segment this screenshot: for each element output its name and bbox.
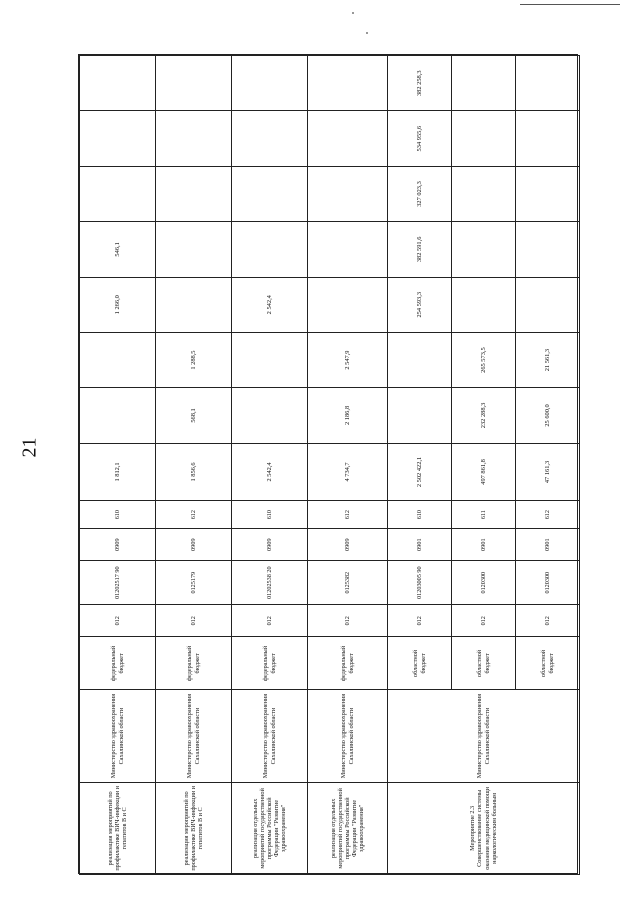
table-row — [80, 56, 156, 875]
cell-y2014: 2 186,8 — [308, 388, 388, 443]
cell-vr: 612 — [516, 501, 580, 529]
cell-y2020 — [80, 56, 156, 111]
cell-source: федеральный бюджет — [80, 637, 156, 690]
cell-y2019 — [516, 111, 580, 166]
cell-y2020: 382 258,3 — [388, 56, 452, 111]
cell-y2019 — [308, 111, 388, 166]
cell-y2014: 232 288,3 — [452, 388, 516, 443]
page-number: 21 — [18, 437, 41, 458]
cell-total: 47 161,3 — [516, 443, 580, 501]
cell-grbs: 012 — [516, 605, 580, 637]
cell-vr: 612 — [308, 501, 388, 529]
cell-y2014: 25 600,0 — [516, 388, 580, 443]
cell-csr: 0125382 — [308, 561, 388, 605]
cell-rz: 0901 — [388, 528, 452, 560]
cell-executor: Министерство здравоохранения Сахалинской области — [232, 690, 308, 782]
cell-y2016 — [452, 277, 516, 332]
cell-executor: Министерство здравоохранения Сахалинской области — [308, 690, 388, 782]
cell-total: 2 502 422,1 — [388, 443, 452, 501]
cell-name: Мероприятие 2.3 Совершенствование системы оказания медицинской помощи наркологическим больным — [388, 782, 580, 874]
scan-line-top-right — [520, 4, 620, 5]
budget-table — [79, 55, 580, 875]
cell-y2019 — [232, 111, 308, 166]
cell-csr: 01202538 20 — [232, 561, 308, 605]
table-row — [232, 56, 308, 875]
cell-y2017 — [232, 222, 308, 277]
cell-y2017 — [452, 222, 516, 277]
cell-rz: 0909 — [308, 528, 388, 560]
cell-executor: Министерство здравоохранения Сахалинской области — [388, 690, 580, 782]
cell-source: федеральный бюджет — [156, 637, 232, 690]
cell-vr: 611 — [452, 501, 516, 529]
cell-y2018 — [516, 166, 580, 221]
cell-y2014 — [80, 388, 156, 443]
cell-y2018 — [308, 166, 388, 221]
cell-y2016: 254 593,3 — [388, 277, 452, 332]
table-row — [156, 56, 232, 875]
cell-rz: 0901 — [516, 528, 580, 560]
cell-y2017: 382 591,6 — [388, 222, 452, 277]
cell-y2015: 2 547,9 — [308, 332, 388, 387]
cell-csr: 0125179 — [156, 561, 232, 605]
cell-y2020 — [156, 56, 232, 111]
cell-csr: 01202517 90 — [80, 561, 156, 605]
table-row — [308, 56, 388, 875]
cell-executor: Министерство здравоохранения Сахалинской области — [156, 690, 232, 782]
cell-y2015 — [388, 332, 452, 387]
cell-grbs: 012 — [452, 605, 516, 637]
cell-vr: 610 — [388, 501, 452, 529]
cell-y2015: 1 288,5 — [156, 332, 232, 387]
cell-y2020 — [308, 56, 388, 111]
cell-grbs: 012 — [156, 605, 232, 637]
cell-total: 4 734,7 — [308, 443, 388, 501]
cell-y2016 — [156, 277, 232, 332]
cell-source: федеральный бюджет — [308, 637, 388, 690]
cell-y2014 — [232, 388, 308, 443]
cell-y2017 — [516, 222, 580, 277]
cell-name: реализация отдельных мероприятий государственной программы Российской Федерации "Развитие здравоохранения" — [232, 782, 308, 874]
cell-y2020 — [516, 56, 580, 111]
cell-source: областной бюджет — [452, 637, 516, 690]
cell-source: областной бюджет — [516, 637, 580, 690]
cell-y2019: 534 955,6 — [388, 111, 452, 166]
cell-y2018 — [452, 166, 516, 221]
cell-y2018: 327 023,3 — [388, 166, 452, 221]
cell-y2019 — [452, 111, 516, 166]
cell-rz: 0909 — [232, 528, 308, 560]
cell-total: 497 861,8 — [452, 443, 516, 501]
cell-y2016 — [516, 277, 580, 332]
scan-dot — [352, 12, 354, 14]
cell-csr: 01203005 90 — [388, 561, 452, 605]
budget-table-frame — [78, 54, 578, 874]
cell-vr: 610 — [80, 501, 156, 529]
cell-vr: 610 — [232, 501, 308, 529]
cell-total: 1 856,6 — [156, 443, 232, 501]
cell-y2018 — [80, 166, 156, 221]
table-row — [388, 56, 452, 875]
cell-y2014 — [388, 388, 452, 443]
cell-source: областной бюджет — [388, 637, 452, 690]
cell-y2016 — [308, 277, 388, 332]
cell-csr: 0120300 — [516, 561, 580, 605]
cell-vr: 612 — [156, 501, 232, 529]
cell-name: реализация мероприятий по профилактике ВИЧ-инфекции и гепатитов В и С — [80, 782, 156, 874]
rotated-table-container — [79, 55, 579, 875]
cell-name: реализация отдельных мероприятий государственной программы Российской Федерации "Развитие здравоохранения" — [308, 782, 388, 874]
cell-rz: 0909 — [80, 528, 156, 560]
cell-y2014: 568,1 — [156, 388, 232, 443]
scan-dot — [366, 32, 368, 34]
cell-grbs: 012 — [80, 605, 156, 637]
cell-y2017 — [308, 222, 388, 277]
cell-y2020 — [232, 56, 308, 111]
cell-executor: Министерство здравоохранения Сахалинской области — [80, 690, 156, 782]
cell-y2015 — [232, 332, 308, 387]
cell-y2018 — [156, 166, 232, 221]
cell-grbs: 012 — [232, 605, 308, 637]
cell-total: 1 812,1 — [80, 443, 156, 501]
cell-y2015 — [80, 332, 156, 387]
cell-y2015: 21 561,3 — [516, 332, 580, 387]
cell-y2016: 1 266,0 — [80, 277, 156, 332]
cell-y2020 — [452, 56, 516, 111]
cell-total: 2 542,4 — [232, 443, 308, 501]
cell-y2017 — [156, 222, 232, 277]
cell-grbs: 012 — [388, 605, 452, 637]
cell-grbs: 012 — [308, 605, 388, 637]
cell-y2018 — [232, 166, 308, 221]
cell-y2017: 546,1 — [80, 222, 156, 277]
cell-rz: 0909 — [156, 528, 232, 560]
cell-name: реализация мероприятий по профилактике ВИЧ-инфекции и гепатитов В и С — [156, 782, 232, 874]
cell-csr: 0120300 — [452, 561, 516, 605]
cell-y2016: 2 542,4 — [232, 277, 308, 332]
cell-y2015: 265 573,5 — [452, 332, 516, 387]
cell-source: федеральный бюджет — [232, 637, 308, 690]
cell-y2019 — [80, 111, 156, 166]
cell-rz: 0901 — [452, 528, 516, 560]
cell-y2019 — [156, 111, 232, 166]
